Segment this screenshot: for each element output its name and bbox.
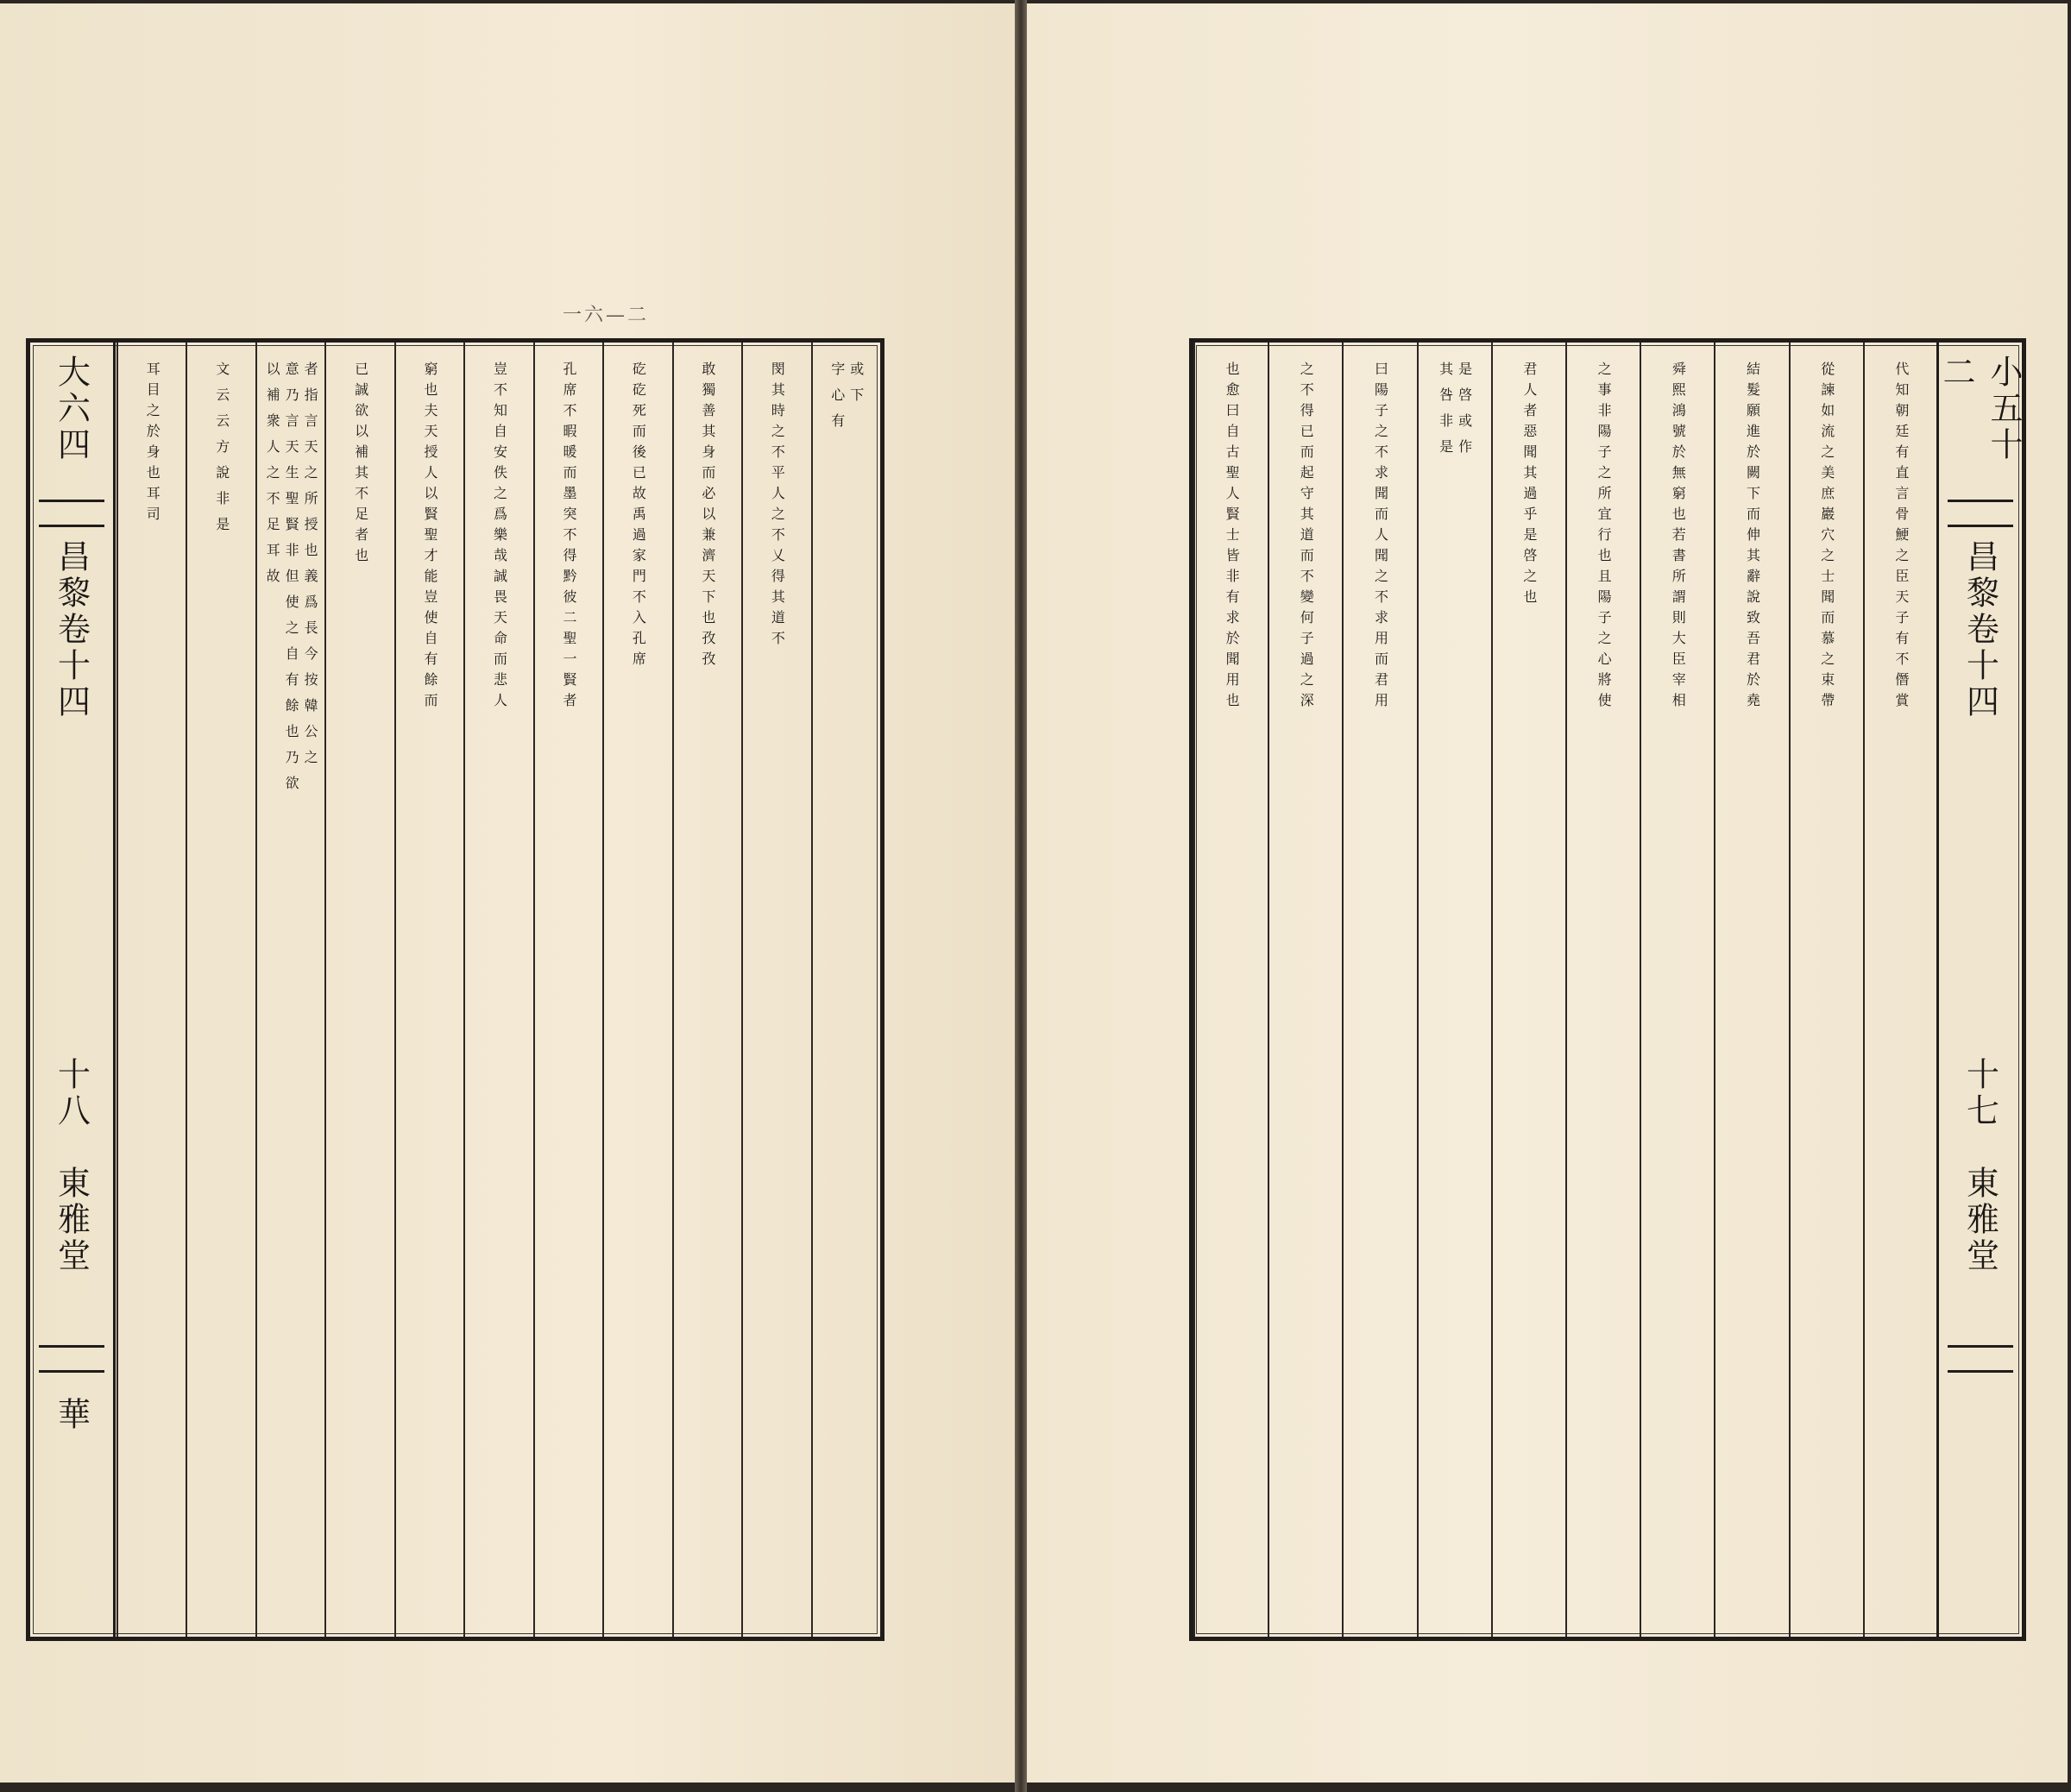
text-column <box>394 343 463 1637</box>
left-banxin-cutter: 華 <box>52 1397 91 1433</box>
stray-mark: 一六—二 <box>563 305 650 326</box>
right-fishtail-bottom <box>1948 1345 2014 1373</box>
left-banxin-page: 十八 <box>52 1057 91 1129</box>
main-text-line: 豈不知自安佚之爲樂哉誠畏天命而悲人 <box>491 362 508 714</box>
left-banxin <box>30 343 116 1637</box>
main-text-line: 窮也夫天授人以賢聖才能豈使自有餘而 <box>422 362 439 714</box>
commentary-note <box>265 362 317 1637</box>
left-page <box>0 3 1015 1783</box>
commentary-line: 或下 <box>847 362 865 413</box>
main-text-line: 之不得已而起守其道而不變何子過之深 <box>1298 362 1315 714</box>
text-column <box>1491 343 1565 1637</box>
right-banxin-title: 昌黎卷十四 <box>1961 539 1999 720</box>
main-text-line: 已誠欲以補其不足者也 <box>352 362 369 569</box>
commentary-line: 文云云方說非是 <box>213 362 230 543</box>
left-banxin-count: 大六四 <box>52 355 91 463</box>
text-column <box>1342 343 1416 1637</box>
right-text-columns <box>1193 343 1937 1637</box>
text-column <box>255 343 324 1637</box>
text-column <box>811 343 880 1637</box>
text-column <box>324 343 393 1637</box>
commentary-note <box>1438 362 1471 1637</box>
main-text-line: 君人者惡聞其過乎是啓之也 <box>1520 362 1538 610</box>
left-page-frame <box>26 338 884 1641</box>
main-text-line: 舜熙鴻號於無窮也若書所謂則大臣宰相 <box>1670 362 1687 714</box>
main-text-line: 結髮願進於闕下而伸其辭說致吾君於堯 <box>1744 362 1761 714</box>
right-banxin <box>1936 343 2022 1637</box>
right-page-frame <box>1189 338 2026 1641</box>
text-column <box>186 343 255 1637</box>
text-column <box>1640 343 1714 1637</box>
left-fishtail-top <box>39 500 105 527</box>
text-column <box>602 343 671 1637</box>
text-column <box>533 343 602 1637</box>
main-text-line: 從諫如流之美庶巖穴之士聞而慕之束帶 <box>1818 362 1835 714</box>
text-column <box>1268 343 1342 1637</box>
right-page <box>1027 3 2068 1783</box>
book-gutter <box>1015 0 1027 1792</box>
commentary-line: 其咎非是 <box>1437 362 1454 465</box>
right-banxin-count: 小五十二 <box>1937 355 2023 463</box>
text-column <box>672 343 741 1637</box>
commentary-line: 是啓或作 <box>1456 362 1473 465</box>
commentary-line: 以補衆人之不足耳故 <box>264 362 281 594</box>
main-text-line: 耳目之於身也耳司 <box>144 362 161 527</box>
text-column <box>1193 343 1268 1637</box>
commentary-line: 者指言天之所授也義爲長今按韓公之 <box>302 362 319 776</box>
commentary-note <box>215 362 229 1637</box>
right-fishtail-top <box>1948 500 2014 527</box>
text-column <box>116 343 186 1637</box>
main-text-line: 敢獨善其身而必以兼濟天下也孜孜 <box>699 362 716 672</box>
text-column <box>1863 343 1937 1637</box>
text-column <box>1714 343 1788 1637</box>
text-column <box>741 343 810 1637</box>
main-text-line: 曰陽子之不求聞而人聞之不求用而君用 <box>1372 362 1389 714</box>
right-banxin-hall: 東雅堂 <box>1961 1166 1999 1274</box>
left-fishtail-bottom <box>39 1345 105 1373</box>
left-banxin-title: 昌黎卷十四 <box>52 539 91 720</box>
left-banxin-hall: 東雅堂 <box>52 1166 91 1274</box>
text-column <box>1565 343 1640 1637</box>
main-text-line: 矻矻死而後已故禹過家門不入孔席 <box>630 362 647 672</box>
text-column <box>463 343 532 1637</box>
left-text-columns <box>116 343 880 1637</box>
main-text-line: 之事非陽子之所宜行也且陽子之心將使 <box>1596 362 1613 714</box>
text-column <box>1789 343 1863 1637</box>
main-text-line: 代知朝廷有直言骨鯁之臣天子有不僭賞 <box>1892 362 1910 714</box>
commentary-note <box>830 362 863 1637</box>
right-banxin-page: 十七 <box>1961 1057 1999 1129</box>
main-text-line: 閔其時之不平人之不乂得其道不 <box>769 362 786 651</box>
commentary-line: 意乃言天生聖賢非但使之自有餘也乃欲 <box>283 362 300 802</box>
main-text-line: 孔席不暇暖而墨突不得黔彼二聖一賢者 <box>560 362 577 714</box>
main-text-line: 也愈曰自古聖人賢士皆非有求於聞用也 <box>1224 362 1241 714</box>
text-column <box>1417 343 1491 1637</box>
commentary-line: 字心有 <box>828 362 846 439</box>
